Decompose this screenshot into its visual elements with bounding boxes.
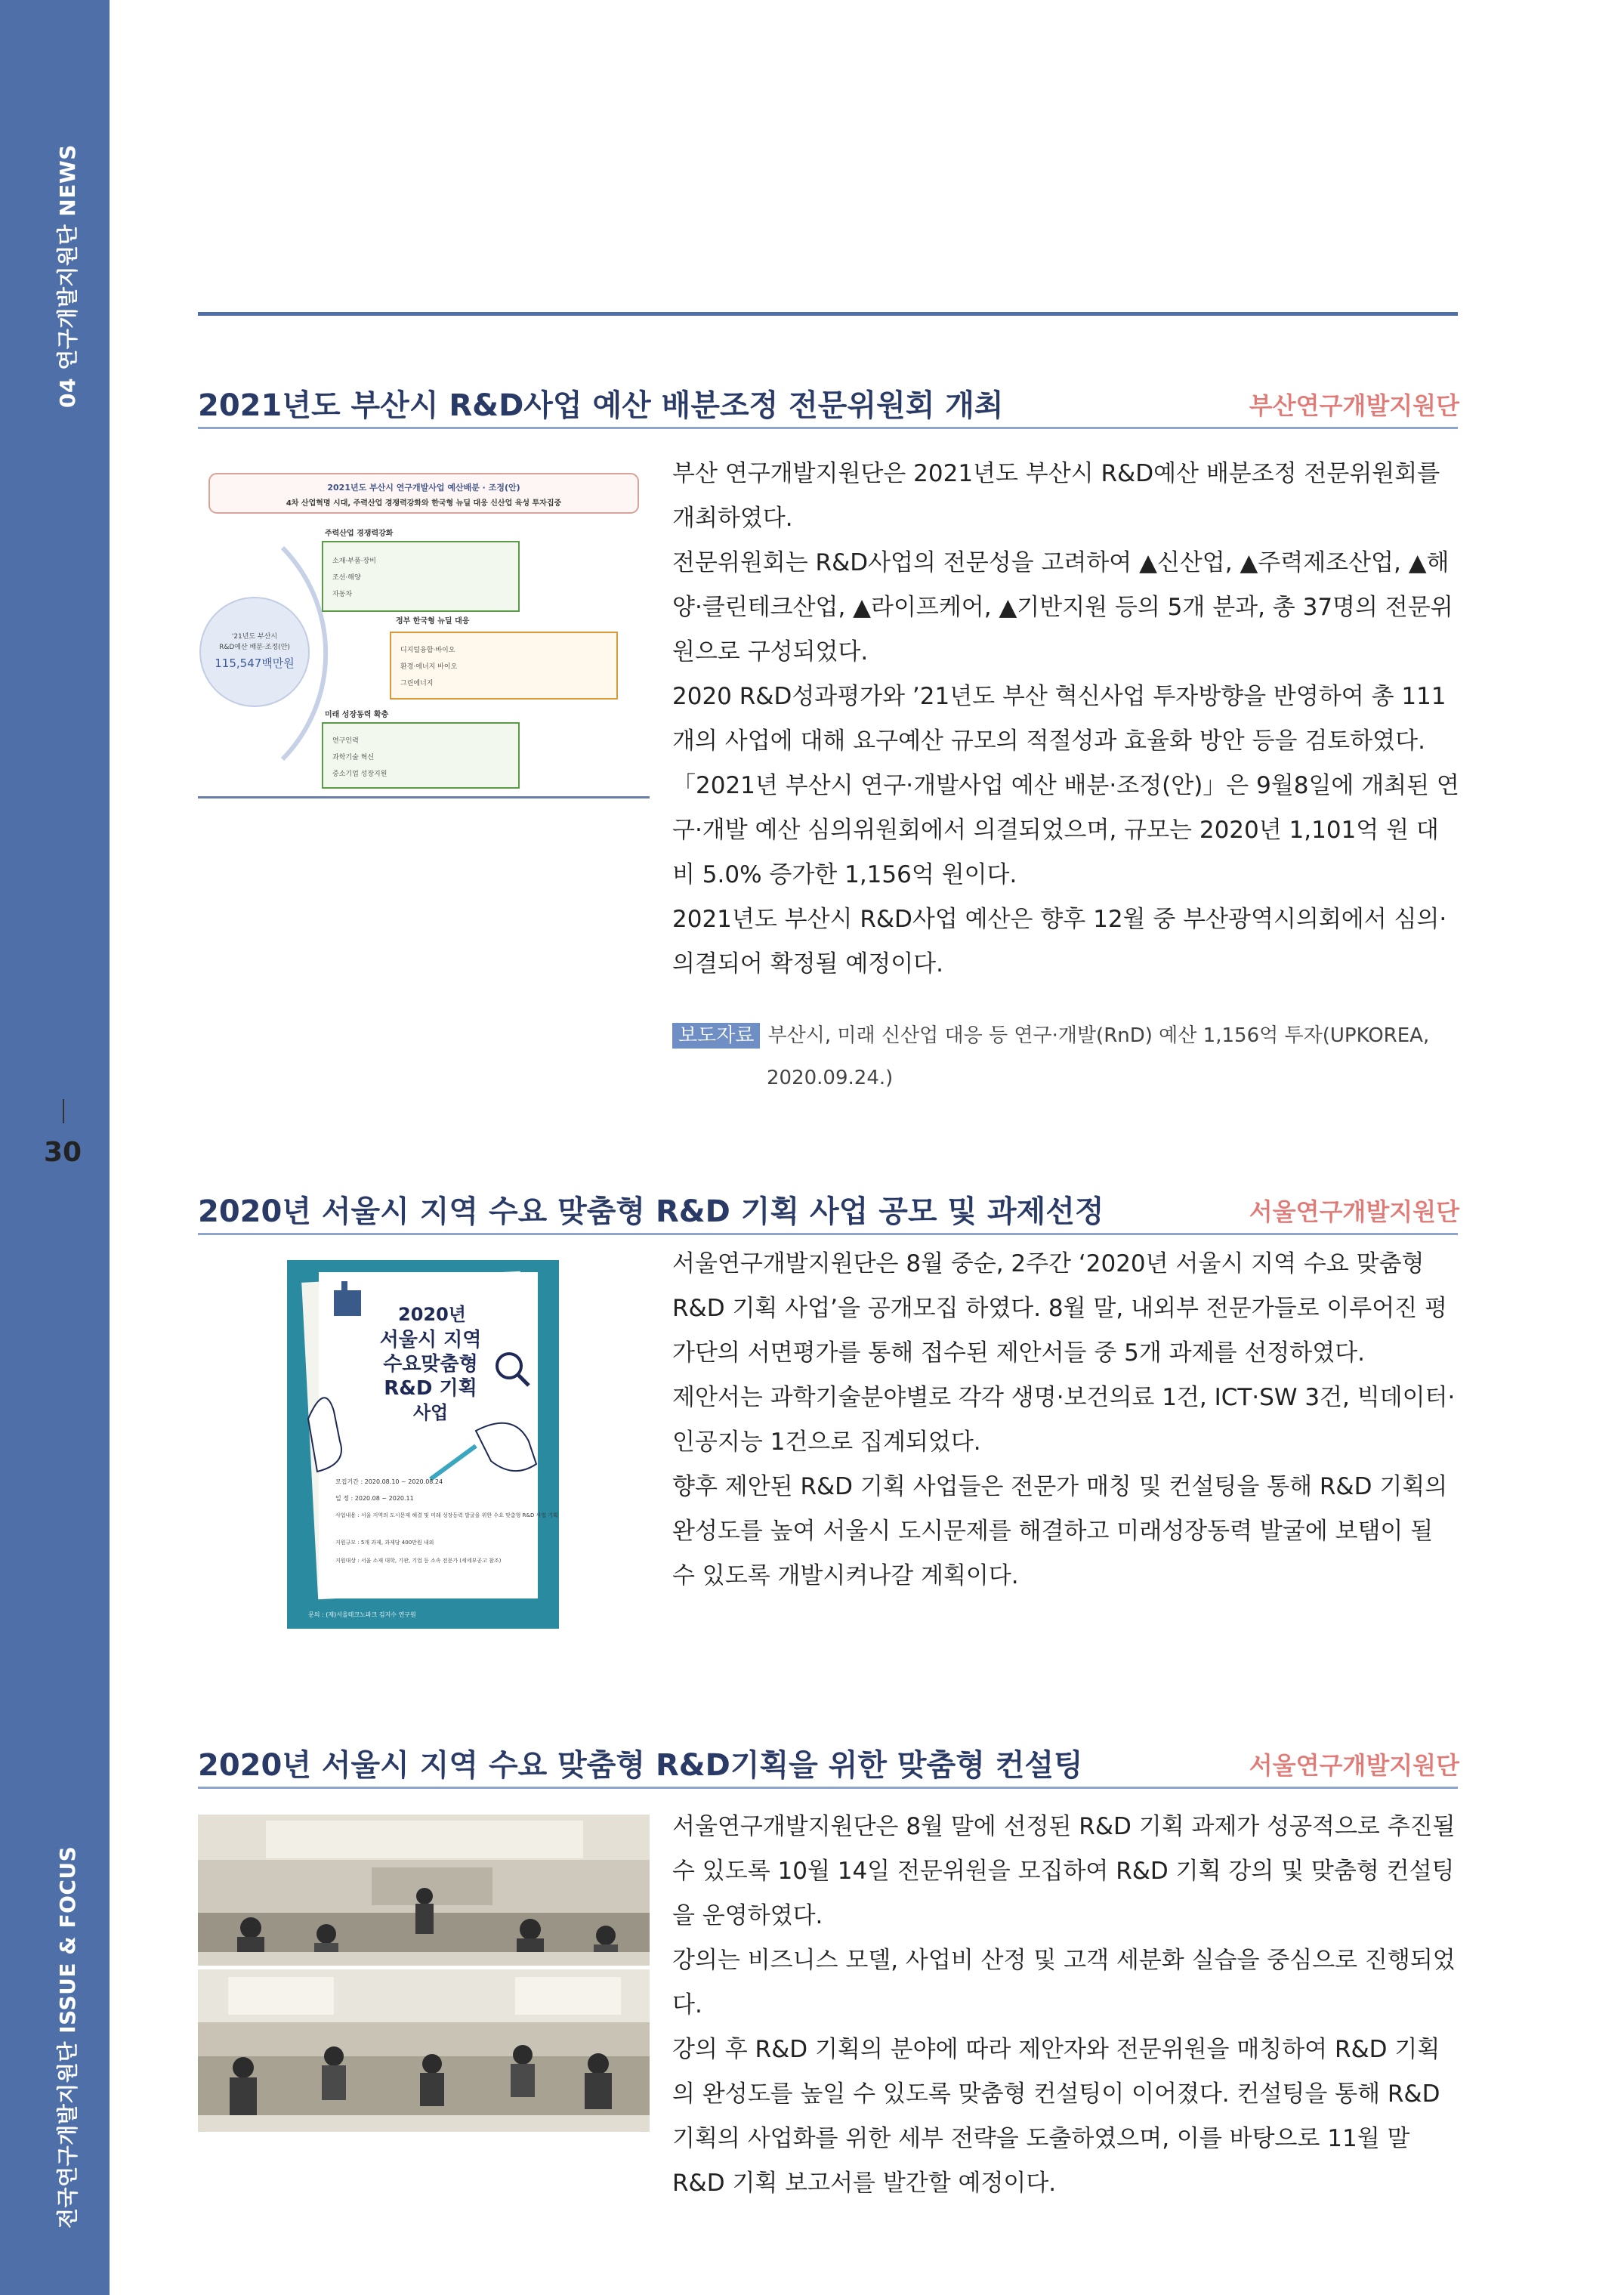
infographic-box1-item3: 자동차 — [332, 591, 353, 598]
top-divider — [198, 312, 1458, 316]
infographic-banner-line1: 2021년도 부산시 연구개발사업 예산배분 · 조정(안) — [327, 483, 520, 493]
infographic-center-label2: R&D예산 배분·조정(안) — [219, 644, 290, 651]
infographic-box1-item1: 소재·부품·장비 — [332, 558, 376, 565]
poster-info1: 모집기간 : 2020.08.10 ~ 2020.08.24 — [335, 1478, 443, 1485]
section2-paragraph: 향후 제안된 R&D 기획 사업들은 전문가 매칭 및 컨설팅을 통해 R&D 기획의 완성도를 높여 서울시 도시문제를 해결하고 미래성장동력 발굴에 보탬이 될 수 있도록 개발시켜나갈 계획이다. — [672, 1473, 1448, 1589]
section1-paragraph: 2021년도 부산시 R&D사업 예산은 향후 12월 중 부산광역시의회에서 심의·의결되어 확정될 예정이다. — [672, 906, 1447, 978]
page-number: 30 — [44, 1137, 82, 1168]
infographic-bottom-rule — [198, 796, 650, 798]
section2-paragraph: 서울연구개발지원단은 8월 중순, 2주간 ‘2020년 서울시 지역 수요 맞춤형 R&D 기획 사업’을 공개모집 하였다. 8월 말, 내외부 전문가들로 이루어진 평가단의 서면평가를 통해 접수된 제안서들 중 5개 과제를 선정하였다. — [672, 1250, 1447, 1367]
section1-org: 부산연구개발지원단 — [1249, 391, 1459, 420]
page-number-divider — [63, 1099, 64, 1123]
infographic-box3-item1: 연구인력 — [332, 737, 359, 745]
section2-paragraph: 제안서는 과학기술분야별로 각각 생명·보건의료 1건, ICT·SW 3건, 빅데이터·인공지능 1건으로 집계되었다. — [672, 1384, 1456, 1456]
poster-info5: 지원대상 : 서울 소재 대학, 기관, 기업 등 소속 전문가 (세세부공고 참조) — [335, 1558, 502, 1564]
section2-rule — [198, 1233, 1458, 1235]
press-reference — [672, 1015, 1459, 1099]
section1-title: 2021년도 부산시 R&D사업 예산 배분조정 전문위원회 개최 — [198, 388, 1004, 423]
poster-line4: 사업 — [412, 1402, 449, 1423]
budget-infographic — [198, 457, 650, 798]
section3-org: 서울연구개발지원단 — [1249, 1751, 1459, 1780]
section3-paragraph: 강의 후 R&D 기획의 분야에 따라 제안자와 전문위원을 매칭하여 R&D 기획의 완성도를 높일 수 있도록 맞춤형 컨설팅이 이어졌다. 컨설팅을 통해 R&D 기획의 사업화를 위한 세부 전략을 도출하였으며, 이를 바탕으로 11월 말 R&D 기획 보고서를 발간할 예정이다. — [672, 2036, 1440, 2197]
infographic-box2-item1: 디지털융합·바이오 — [400, 647, 455, 654]
infographic-box3-item3: 중소기업 성장지원 — [332, 771, 387, 778]
poster-line1: 서울시 지역 — [379, 1329, 482, 1351]
infographic-box2-title: 정부 한국형 뉴딜 대응 — [396, 617, 470, 625]
section1-rule — [198, 427, 1458, 429]
poster-line2: 수요맞춤형 — [383, 1353, 478, 1376]
section1-paragraph: 전문위원회는 R&D사업의 전문성을 고려하여 ▲신산업, ▲주력제조산업, ▲해양·클린테크산업, ▲라이프케어, ▲기반지원 등의 5개 분과, 총 37명의 전문위원으로 구성되었다. — [672, 549, 1453, 666]
poster-line3: R&D 기획 — [384, 1377, 477, 1400]
section1-paragraph: 2020 R&D성과평가와 ’21년도 부산 혁신사업 투자방향을 반영하여 총 111개의 사업에 대해 요구예산 규모의 적절성과 효율화 방안 등을 검토하였다. — [672, 683, 1446, 755]
poster-year: 2020년 — [398, 1304, 466, 1325]
infographic-box1-item2: 조선·해양 — [332, 574, 361, 582]
infographic-center-value: 115,547백만원 — [215, 656, 295, 670]
infographic-box2-item3: 그린에너지 — [400, 680, 434, 687]
sidebar-bottom-label: 전국연구개발지원단 ISSUE & FOCUS — [55, 1846, 80, 2229]
infographic-box1-title: 주력산업 경쟁력강화 — [325, 530, 394, 538]
section3-title: 2020년 서울시 지역 수요 맞춤형 R&D기획을 위한 맞춤형 컨설팅 — [198, 1748, 1083, 1783]
infographic-box3-item2: 과학기술 혁신 — [332, 754, 375, 761]
call-for-proposals-poster — [287, 1260, 559, 1629]
poster-footer: 문의 : (재)서울테크노파크 김지수 연구원 — [308, 1611, 416, 1618]
section2-title: 2020년 서울시 지역 수요 맞춤형 R&D 기획 사업 공모 및 과제선정 — [198, 1194, 1104, 1229]
poster-info2: 일 정 : 2020.08 ~ 2020.11 — [335, 1495, 414, 1502]
section1-body — [672, 452, 1459, 987]
poster-info3: 사업내용 : 서울 지역의 도시문제 해결 및 미래 성장동력 발굴을 위한 수요 맞춤형 R&D 사업 기획 — [335, 1512, 558, 1518]
infographic-center-label1: '21년도 부산시 — [231, 633, 278, 641]
section3-paragraph: 서울연구개발지원단은 8월 말에 선정된 R&D 기획 과제가 성공적으로 추진될 수 있도록 10월 14일 전문위원을 모집하여 R&D 기획 강의 및 맞춤형 컨설팅을 운영하였다. — [672, 1813, 1456, 1929]
poster-info4: 지원규모 : 5개 과제, 과제당 400만원 내외 — [335, 1540, 434, 1546]
infographic-banner-line2: 4차 산업혁명 시대, 주력산업 경쟁력강화와 한국형 뉴딜 대응 신산업 육성 투자집중 — [286, 499, 562, 508]
section2-body — [672, 1242, 1459, 1598]
section3-body — [672, 1805, 1459, 2206]
press-text[interactable]: 부산시, 미래 신산업 대응 등 연구·개발(RnD) 예산 1,156억 투자(UPKOREA, — [767, 1024, 1430, 1047]
consulting-session-photo — [198, 1969, 650, 2132]
infographic-box3-title: 미래 성장동력 확충 — [325, 711, 389, 719]
section1-paragraph: 부산 연구개발지원단은 2021년도 부산시 R&D예산 배분조정 전문위원회를 개최하였다. — [672, 460, 1440, 532]
section2-org: 서울연구개발지원단 — [1249, 1197, 1459, 1226]
section1-paragraph: 「2021년 부산시 연구·개발사업 예산 배분·조정(안)」은 9월8일에 개최된 연구·개발 예산 심의위원회에서 의결되었으며, 규모는 2020년 1,101억 원 대비 5.0% 증가한 1,156억 원이다. — [672, 772, 1459, 888]
press-tag: 보도자료 — [672, 1023, 760, 1049]
section3-paragraph: 강의는 비즈니스 모델, 사업비 산정 및 고객 세분화 실습을 중심으로 진행되었다. — [672, 1947, 1456, 2019]
press-date: 2020.09.24.) — [767, 1067, 894, 1089]
consulting-photos — [198, 1815, 650, 2132]
section3-rule — [198, 1787, 1458, 1789]
infographic-box2-item2: 환경·에너지 바이오 — [400, 663, 458, 671]
sidebar-top-label: 04 연구개발지원단 NEWS — [55, 144, 80, 408]
lecture-photo — [198, 1815, 650, 1966]
